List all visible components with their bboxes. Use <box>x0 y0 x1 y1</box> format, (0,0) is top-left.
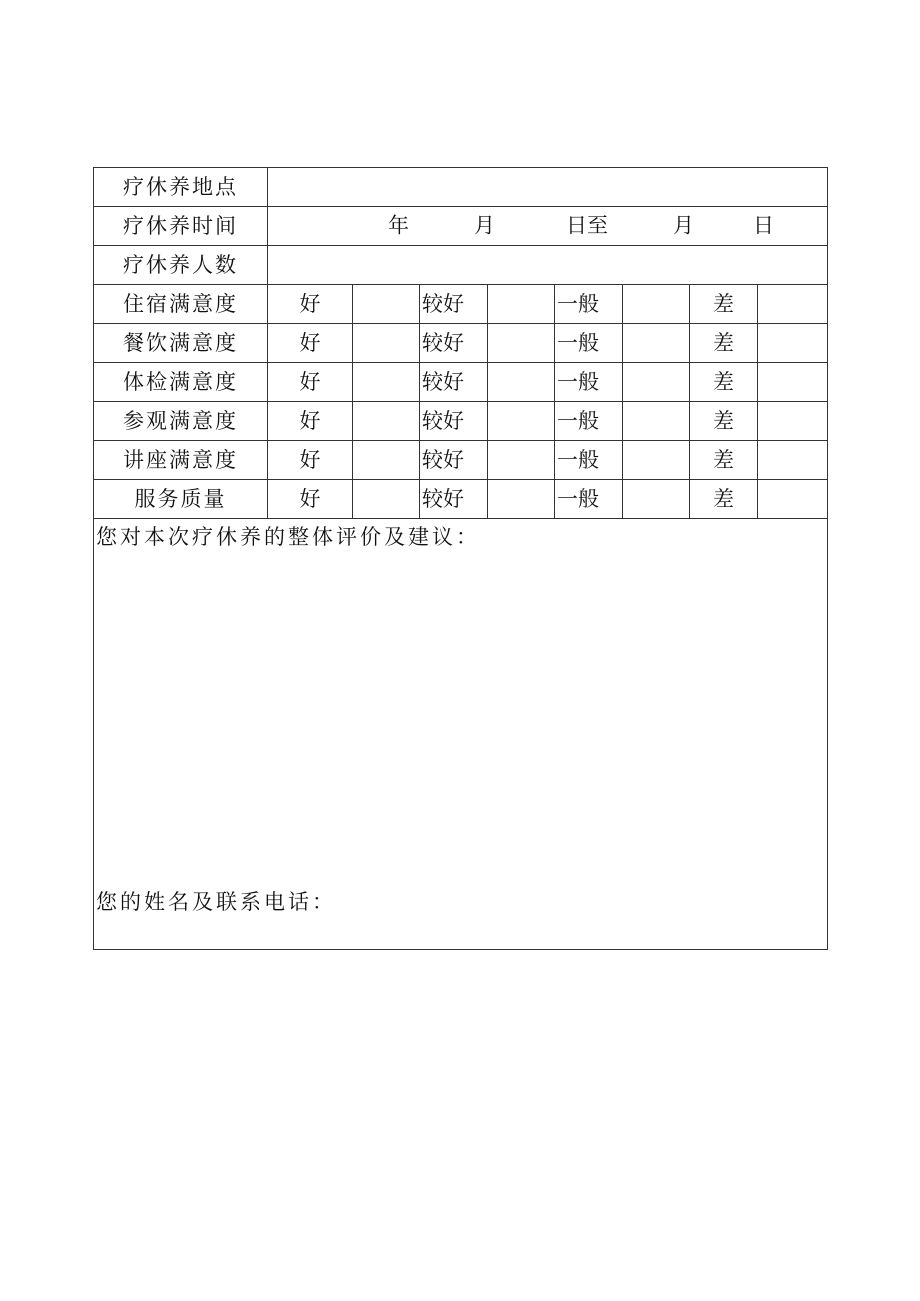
rating-box-fairly-good[interactable] <box>488 363 555 402</box>
option-average: 一般 <box>555 324 623 363</box>
rating-box-average[interactable] <box>623 324 690 363</box>
option-good: 好 <box>268 363 353 402</box>
rating-row <box>94 480 828 519</box>
day-end-label: 日 <box>753 213 774 238</box>
rating-box-fairly-good[interactable] <box>488 285 555 324</box>
year-label: 年 <box>388 213 409 238</box>
option-poor: 差 <box>690 441 758 480</box>
rating-box-fairly-good[interactable] <box>488 402 555 441</box>
option-fairly-good: 较好 <box>420 402 488 441</box>
rating-box-average[interactable] <box>623 480 690 519</box>
rating-row-label: 餐饮满意度 <box>94 324 268 363</box>
rating-row-label: 体检满意度 <box>94 363 268 402</box>
people-label: 疗休养人数 <box>94 246 268 285</box>
rating-box-good[interactable] <box>353 324 420 363</box>
option-average: 一般 <box>555 285 623 324</box>
option-good: 好 <box>268 324 353 363</box>
comments-prompt: 您对本次疗休养的整体评价及建议： <box>96 525 480 549</box>
option-good: 好 <box>268 480 353 519</box>
feedback-form-table <box>93 167 828 950</box>
rating-box-average[interactable] <box>623 441 690 480</box>
option-poor: 差 <box>690 285 758 324</box>
rating-box-good[interactable] <box>353 363 420 402</box>
option-fairly-good: 较好 <box>420 441 488 480</box>
rating-box-poor[interactable] <box>758 324 828 363</box>
rating-box-poor[interactable] <box>758 441 828 480</box>
option-good: 好 <box>268 402 353 441</box>
rating-box-average[interactable] <box>623 402 690 441</box>
option-poor: 差 <box>690 402 758 441</box>
rating-box-good[interactable] <box>353 441 420 480</box>
comments-area[interactable] <box>94 519 828 950</box>
rating-row-label: 服务质量 <box>94 480 268 519</box>
month-label: 月 <box>474 213 495 238</box>
option-poor: 差 <box>690 363 758 402</box>
rating-row-label: 住宿满意度 <box>94 285 268 324</box>
rating-row-label: 讲座满意度 <box>94 441 268 480</box>
option-average: 一般 <box>555 441 623 480</box>
rating-box-good[interactable] <box>353 480 420 519</box>
date-range-input[interactable] <box>268 207 828 246</box>
day-to-label: 日至 <box>566 213 608 238</box>
rating-box-good[interactable] <box>353 402 420 441</box>
people-row <box>94 246 828 285</box>
rating-box-poor[interactable] <box>758 402 828 441</box>
option-good: 好 <box>268 285 353 324</box>
location-label: 疗休养地点 <box>94 168 268 207</box>
rating-box-good[interactable] <box>353 285 420 324</box>
rating-box-poor[interactable] <box>758 285 828 324</box>
option-fairly-good: 较好 <box>420 324 488 363</box>
rating-row-label: 参观满意度 <box>94 402 268 441</box>
time-row <box>94 207 828 246</box>
comments-row <box>94 519 828 950</box>
people-count-input[interactable] <box>268 246 828 285</box>
option-fairly-good: 较好 <box>420 285 488 324</box>
option-average: 一般 <box>555 363 623 402</box>
option-poor: 差 <box>690 480 758 519</box>
contact-prompt: 您的姓名及联系电话： <box>96 890 336 914</box>
rating-box-poor[interactable] <box>758 363 828 402</box>
rating-box-fairly-good[interactable] <box>488 324 555 363</box>
rating-row <box>94 324 828 363</box>
rating-box-average[interactable] <box>623 363 690 402</box>
rating-row <box>94 285 828 324</box>
option-fairly-good: 较好 <box>420 480 488 519</box>
rating-row <box>94 363 828 402</box>
rating-box-poor[interactable] <box>758 480 828 519</box>
time-label: 疗休养时间 <box>94 207 268 246</box>
location-input[interactable] <box>268 168 828 207</box>
rating-box-average[interactable] <box>623 285 690 324</box>
option-good: 好 <box>268 441 353 480</box>
month-end-label: 月 <box>673 213 694 238</box>
option-fairly-good: 较好 <box>420 363 488 402</box>
option-poor: 差 <box>690 324 758 363</box>
location-row <box>94 168 828 207</box>
option-average: 一般 <box>555 402 623 441</box>
rating-box-fairly-good[interactable] <box>488 480 555 519</box>
option-average: 一般 <box>555 480 623 519</box>
rating-row <box>94 402 828 441</box>
rating-row <box>94 441 828 480</box>
rating-box-fairly-good[interactable] <box>488 441 555 480</box>
